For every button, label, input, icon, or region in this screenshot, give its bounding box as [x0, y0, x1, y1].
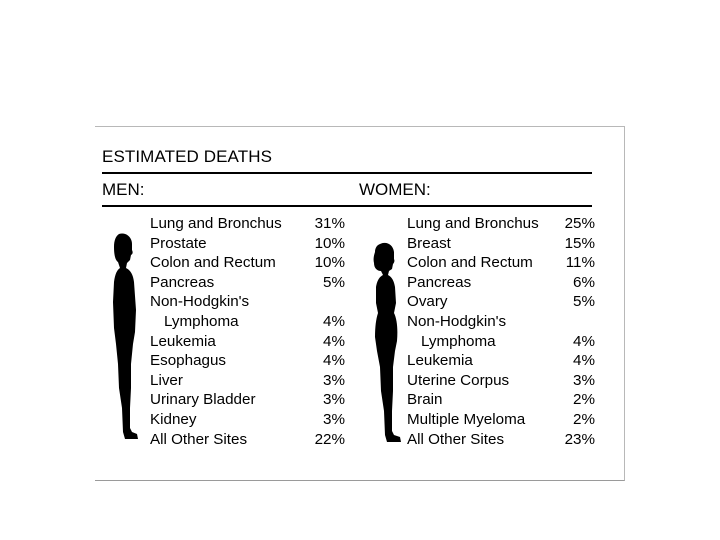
- list-item: All Other Sites 23%: [407, 430, 595, 448]
- heading-divider: [102, 205, 592, 207]
- list-item: Lymphoma 4%: [164, 312, 345, 330]
- list-item: Urinary Bladder 3%: [150, 391, 345, 409]
- women-heading: WOMEN:: [359, 180, 431, 199]
- list-item: Kidney 3%: [150, 410, 345, 428]
- list-item: Colon and Rectum 10%: [150, 254, 345, 272]
- title-divider: [102, 172, 592, 174]
- men-causes-list: [150, 214, 345, 449]
- female-silhouette-icon: [368, 241, 402, 445]
- men-heading: MEN:: [102, 180, 145, 199]
- list-item: Ovary 5%: [407, 293, 595, 311]
- list-item: Leukemia 4%: [407, 352, 595, 370]
- list-item: Breast 15%: [407, 234, 595, 252]
- list-item: Pancreas 5%: [150, 273, 345, 291]
- list-item: Non-Hodgkin's: [150, 293, 250, 311]
- list-item: Brain 2%: [407, 391, 595, 409]
- list-item: Lung and Bronchus 31%: [150, 215, 345, 232]
- list-item: Prostate 10%: [150, 234, 345, 252]
- list-item: Colon and Rectum 11%: [407, 254, 595, 272]
- panel-title: ESTIMATED DEATHS: [102, 147, 273, 166]
- list-item: Multiple Myeloma 2%: [407, 410, 595, 428]
- list-item: Uterine Corpus 3%: [407, 371, 595, 389]
- list-item: Leukemia 4%: [150, 332, 345, 350]
- list-item: Esophagus 4%: [150, 352, 345, 370]
- list-item: Liver 3%: [150, 371, 345, 389]
- list-item: Pancreas 6%: [407, 273, 595, 291]
- list-item: Non-Hodgkin's: [407, 312, 507, 330]
- list-item: Lymphoma 4%: [421, 332, 595, 350]
- list-item: Lung and Bronchus 25%: [407, 215, 595, 232]
- male-silhouette-icon: [105, 232, 139, 444]
- list-item: All Other Sites 22%: [150, 430, 345, 448]
- women-causes-list: [407, 214, 595, 449]
